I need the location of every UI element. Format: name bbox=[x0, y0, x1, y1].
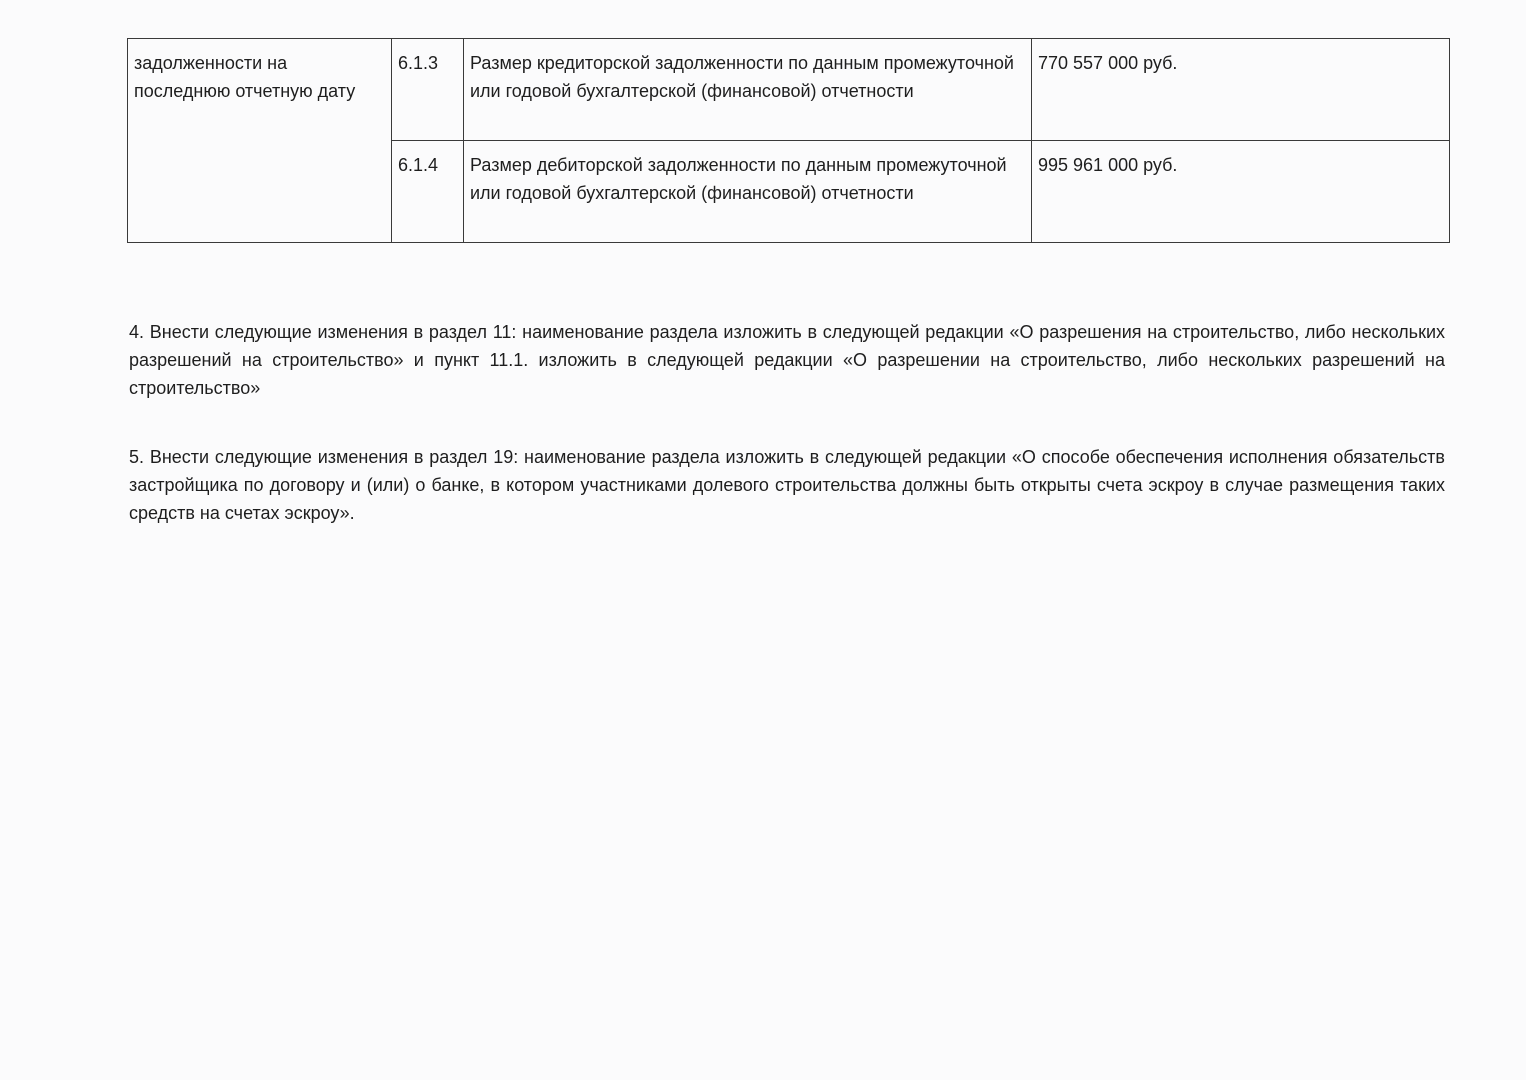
table-label-cell: задолженности на последнюю отчетную дату bbox=[128, 39, 392, 243]
table-row bbox=[128, 39, 1450, 141]
row-number: 6.1.3 bbox=[392, 39, 464, 141]
row-value: 770 557 000 руб. bbox=[1032, 39, 1450, 141]
row-description: Размер кредиторской задолженности по данным промежуточной или годовой бухгалтерской (финансовой) отчетности bbox=[464, 39, 1032, 141]
row-description: Размер дебиторской задолженности по данным промежуточной или годовой бухгалтерской (финансовой) отчетности bbox=[464, 141, 1032, 243]
debt-info-table bbox=[127, 38, 1450, 243]
row-value: 995 961 000 руб. bbox=[1032, 141, 1450, 243]
row-number: 6.1.4 bbox=[392, 141, 464, 243]
paragraph-item-5: 5. Внести следующие изменения в раздел 19: наименование раздела изложить в следующей редакции «О способе обеспечения исполнения обязательств застройщика по договору и (или) о банке, в котором участниками долевого строительства должны быть открыты счета эскроу в случае размещения таких средств на счетах эскроу». bbox=[129, 447, 1445, 523]
paragraph-item-4: 4. Внести следующие изменения в раздел 11: наименование раздела изложить в следующей редакции «О разрешения на строительство, либо нескольких разрешений на строительство» и пункт 11.1. изложить в следующей редакции «О разрешении на строительство, либо нескольких разрешений на строительство» bbox=[129, 322, 1445, 398]
